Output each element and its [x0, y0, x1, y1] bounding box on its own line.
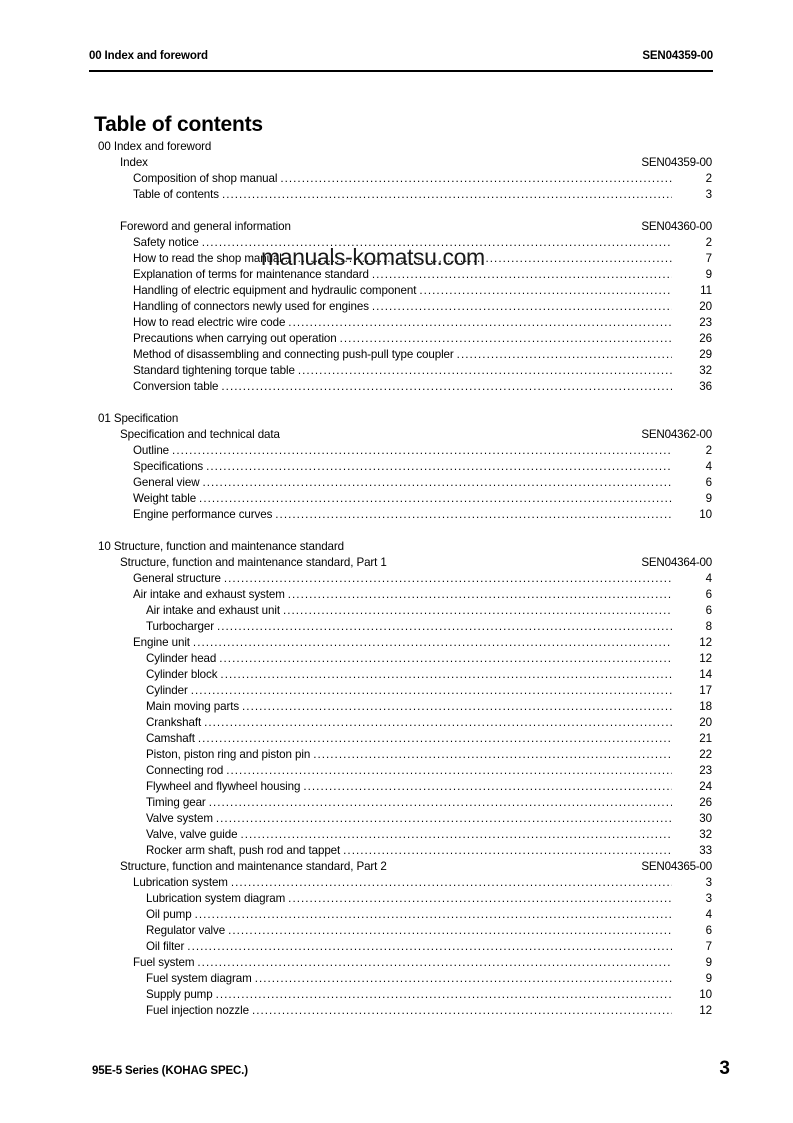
toc-dot-leader [275, 510, 672, 521]
toc-page-number: 4 [705, 572, 712, 585]
toc-page-number: 23 [699, 316, 712, 329]
toc-dot-leader [209, 798, 672, 809]
toc-page-number: 10 [699, 988, 712, 1001]
toc-dot-leader [216, 990, 672, 1001]
toc-spacer [0, 393, 793, 409]
toc-entry-row[interactable] [0, 569, 793, 585]
toc-document-code: SEN04364-00 [641, 556, 712, 569]
toc-dot-leader [222, 190, 672, 201]
toc-dot-leader [303, 782, 672, 793]
toc-entry-row[interactable] [0, 473, 793, 489]
toc-entry-label: Crankshaft [146, 716, 202, 729]
toc-entry-label: Specification and technical data [120, 428, 280, 441]
toc-dot-leader [240, 830, 672, 841]
toc-entry-label: Handling of electric equipment and hydraulic component [133, 284, 417, 297]
toc-dot-leader [191, 686, 672, 697]
toc-dot-leader [255, 974, 672, 985]
toc-document-code: SEN04362-00 [641, 428, 712, 441]
toc-entry-label: Air intake and exhaust unit [146, 604, 280, 617]
toc-entry-label: Camshaft [146, 732, 195, 745]
toc-entry-label: Foreword and general information [120, 220, 291, 233]
toc-dot-leader [221, 382, 672, 393]
toc-entry-label: How to read the shop manual [133, 252, 282, 265]
toc-page-number: 6 [705, 604, 712, 617]
toc-entry-label: Turbocharger [146, 620, 214, 633]
toc-entry-row[interactable] [0, 233, 793, 249]
toc-dot-leader [204, 718, 672, 729]
toc-document-row[interactable] [0, 857, 793, 873]
toc-entry-label: Specifications [133, 460, 204, 473]
toc-entry-row[interactable] [0, 921, 793, 937]
toc-entry-row[interactable] [0, 841, 793, 857]
toc-page-number: 30 [699, 812, 712, 825]
toc-page-number: 6 [705, 476, 712, 489]
toc-group-heading [0, 537, 793, 553]
toc-entry-label: Table of contents [133, 188, 219, 201]
toc-dot-leader [288, 590, 672, 601]
toc-entry-label: Piston, piston ring and piston pin [146, 748, 311, 761]
toc-dot-leader [172, 446, 672, 457]
toc-entry-label: Conversion table [133, 380, 219, 393]
toc-dot-leader [457, 350, 672, 361]
toc-dot-leader [288, 894, 672, 905]
header-document-code: SEN04359-00 [642, 50, 713, 62]
toc-entry-label: Composition of shop manual [133, 172, 278, 185]
toc-entry-label: Fuel system [133, 956, 195, 969]
toc-page-number: 3 [705, 188, 712, 201]
toc-page-number: 9 [705, 956, 712, 969]
toc-dot-leader [219, 654, 672, 665]
toc-entry-label: Regulator valve [146, 924, 226, 937]
toc-dot-leader [285, 254, 672, 265]
toc-document-row[interactable] [0, 153, 793, 169]
toc-dot-leader [202, 238, 672, 249]
toc-entry-row[interactable] [0, 617, 793, 633]
toc-document-code: SEN04365-00 [641, 860, 712, 873]
toc-entry-label: Method of disassembling and connecting push-pull type coupler [133, 348, 454, 361]
toc-page-number: 21 [699, 732, 712, 745]
toc-entry-label: Lubrication system diagram [146, 892, 286, 905]
toc-entry-label: Flywheel and flywheel housing [146, 780, 301, 793]
toc-dot-leader [252, 1006, 672, 1017]
toc-entry-label: Engine unit [133, 636, 190, 649]
toc-page-number: 2 [705, 444, 712, 457]
toc-entry-label: Index [120, 156, 148, 169]
toc-entry-row[interactable] [0, 713, 793, 729]
toc-entry-label: Fuel injection nozzle [146, 1004, 249, 1017]
toc-entry-label: Oil pump [146, 908, 192, 921]
toc-entry-label: General view [133, 476, 200, 489]
toc-dot-leader [206, 462, 672, 473]
toc-entry-row[interactable] [0, 729, 793, 745]
toc-group-heading [0, 137, 793, 153]
toc-dot-leader [372, 270, 672, 281]
toc-entry-label: 01 Specification [98, 412, 179, 425]
header-section-title: 00 Index and foreword [89, 50, 208, 62]
toc-entry-row[interactable] [0, 953, 793, 969]
toc-entry-label: Supply pump [146, 988, 213, 1001]
toc-page-number: 9 [705, 972, 712, 985]
toc-entry-label: Precautions when carrying out operation [133, 332, 337, 345]
toc-page-number: 36 [699, 380, 712, 393]
toc-dot-leader [193, 638, 672, 649]
toc-page-number: 6 [705, 924, 712, 937]
footer-model-label: 95E-5 Series (KOHAG SPEC.) [92, 1065, 248, 1077]
toc-entry-row[interactable] [0, 825, 793, 841]
toc-page-number: 20 [699, 716, 712, 729]
toc-page-number: 7 [705, 252, 712, 265]
toc-entry-row[interactable] [0, 681, 793, 697]
toc-page-number: 22 [699, 748, 712, 761]
toc-page-number: 11 [700, 284, 712, 297]
toc-entry-label: Connecting rod [146, 764, 224, 777]
toc-page-number: 32 [699, 364, 712, 377]
toc-page-number: 2 [705, 236, 712, 249]
toc-page-number: 3 [705, 892, 712, 905]
toc-entry-row[interactable] [0, 809, 793, 825]
toc-page-number: 4 [705, 908, 712, 921]
toc-entry-row[interactable] [0, 441, 793, 457]
toc-entry-label: Cylinder block [146, 668, 218, 681]
toc-entry-row[interactable] [0, 761, 793, 777]
toc-entry-label: Structure, function and maintenance standard, Part 1 [120, 556, 387, 569]
toc-entry-row[interactable] [0, 649, 793, 665]
toc-page-number: 12 [699, 1004, 712, 1017]
toc-entry-row[interactable] [0, 249, 793, 265]
toc-entry-row[interactable] [0, 889, 793, 905]
toc-entry-label: Handling of connectors newly used for engines [133, 300, 369, 313]
toc-entry-row[interactable] [0, 601, 793, 617]
toc-entry-row[interactable] [0, 185, 793, 201]
toc-page-number: 8 [705, 620, 712, 633]
page-title: Table of contents [94, 113, 263, 137]
toc-entry-label: Structure, function and maintenance standard, Part 2 [120, 860, 387, 873]
toc-page-number: 2 [705, 172, 712, 185]
toc-entry-label: 10 Structure, function and maintenance standard [98, 540, 345, 553]
toc-entry-row[interactable] [0, 793, 793, 809]
toc-entry-row[interactable] [0, 585, 793, 601]
toc-entry-row[interactable] [0, 297, 793, 313]
toc-page-number: 10 [699, 508, 712, 521]
toc-entry-row[interactable] [0, 265, 793, 281]
toc-entry-label: Oil filter [146, 940, 185, 953]
toc-document-row[interactable] [0, 425, 793, 441]
toc-entry-label: Cylinder head [146, 652, 217, 665]
toc-document-code: SEN04360-00 [641, 220, 712, 233]
toc-document-code: SEN04359-00 [641, 156, 712, 169]
toc-page-number: 14 [699, 668, 712, 681]
toc-dot-leader [372, 302, 672, 313]
toc-entry-row[interactable] [0, 489, 793, 505]
toc-page-number: 3 [705, 876, 712, 889]
toc-entry-row[interactable] [0, 313, 793, 329]
toc-entry-label: Timing gear [146, 796, 206, 809]
toc-entry-label: Standard tightening torque table [133, 364, 295, 377]
toc-entry-label: How to read electric wire code [133, 316, 286, 329]
toc-dot-leader [187, 942, 672, 953]
toc-entry-row[interactable] [0, 1001, 793, 1017]
toc-spacer [0, 521, 793, 537]
toc-group-heading [0, 409, 793, 425]
toc-entry-label: Air intake and exhaust system [133, 588, 285, 601]
toc-document-row[interactable] [0, 217, 793, 233]
toc-entry-row[interactable] [0, 905, 793, 921]
toc-entry-row[interactable] [0, 457, 793, 473]
toc-dot-leader [226, 766, 672, 777]
toc-dot-leader [217, 622, 672, 633]
toc-entry-row[interactable] [0, 937, 793, 953]
toc-page-number: 12 [699, 636, 712, 649]
toc-entry-row[interactable] [0, 377, 793, 393]
toc-entry-label: Cylinder [146, 684, 188, 697]
toc-dot-leader [288, 318, 672, 329]
table-of-contents [0, 137, 793, 1017]
toc-dot-leader [224, 574, 672, 585]
toc-page-number: 6 [705, 588, 712, 601]
toc-dot-leader [202, 478, 672, 489]
toc-entry-row[interactable] [0, 505, 793, 521]
toc-entry-label: Valve, valve guide [146, 828, 238, 841]
toc-page-number: 17 [699, 684, 712, 697]
toc-entry-label: Engine performance curves [133, 508, 273, 521]
toc-entry-row[interactable] [0, 873, 793, 889]
toc-document-row[interactable] [0, 553, 793, 569]
toc-entry-label: Fuel system diagram [146, 972, 252, 985]
toc-page-number: 29 [699, 348, 712, 361]
toc-entry-label: Safety notice [133, 236, 199, 249]
toc-dot-leader [283, 606, 672, 617]
footer-page-number: 3 [719, 1058, 730, 1079]
toc-entry-row[interactable] [0, 969, 793, 985]
toc-entry-row[interactable] [0, 281, 793, 297]
toc-dot-leader [231, 878, 672, 889]
watermark-text: manuals-komatsu.com [261, 244, 485, 270]
toc-dot-leader [242, 702, 672, 713]
toc-entry-row[interactable] [0, 169, 793, 185]
toc-dot-leader [197, 958, 672, 969]
toc-page-number: 24 [699, 780, 712, 793]
toc-page-number: 12 [699, 652, 712, 665]
toc-entry-row[interactable] [0, 745, 793, 761]
toc-entry-row[interactable] [0, 345, 793, 361]
toc-page-number: 4 [705, 460, 712, 473]
toc-page-number: 26 [699, 332, 712, 345]
toc-page-number: 20 [699, 300, 712, 313]
toc-dot-leader [343, 846, 672, 857]
toc-entry-label: Valve system [146, 812, 213, 825]
toc-page-number: 9 [705, 492, 712, 505]
toc-dot-leader [313, 750, 672, 761]
page-footer [92, 1058, 730, 1080]
toc-dot-leader [199, 494, 672, 505]
page-header [89, 50, 713, 62]
toc-page-number: 33 [699, 844, 712, 857]
toc-entry-label: 00 Index and foreword [98, 140, 212, 153]
toc-entry-row[interactable] [0, 633, 793, 649]
toc-dot-leader [280, 174, 672, 185]
toc-page-number: 23 [699, 764, 712, 777]
toc-dot-leader [228, 926, 672, 937]
toc-entry-row[interactable] [0, 361, 793, 377]
toc-entry-label: Rocker arm shaft, push rod and tappet [146, 844, 341, 857]
toc-page-number: 18 [699, 700, 712, 713]
toc-entry-row[interactable] [0, 777, 793, 793]
toc-entry-row[interactable] [0, 665, 793, 681]
toc-page-number: 32 [699, 828, 712, 841]
toc-dot-leader [419, 286, 672, 297]
toc-page-number: 9 [705, 268, 712, 281]
toc-entry-row[interactable] [0, 697, 793, 713]
header-divider-rule [89, 70, 713, 72]
toc-entry-label: General structure [133, 572, 221, 585]
toc-dot-leader [198, 734, 672, 745]
toc-page-number: 26 [699, 796, 712, 809]
toc-dot-leader [340, 334, 672, 345]
toc-entry-row[interactable] [0, 985, 793, 1001]
toc-entry-label: Weight table [133, 492, 197, 505]
toc-dot-leader [220, 670, 672, 681]
toc-page-number: 7 [705, 940, 712, 953]
toc-spacer [0, 201, 793, 217]
toc-dot-leader [195, 910, 672, 921]
toc-dot-leader [216, 814, 672, 825]
toc-entry-row[interactable] [0, 329, 793, 345]
toc-entry-label: Explanation of terms for maintenance standard [133, 268, 369, 281]
toc-dot-leader [298, 366, 672, 377]
toc-entry-label: Lubrication system [133, 876, 228, 889]
toc-entry-label: Outline [133, 444, 170, 457]
toc-entry-label: Main moving parts [146, 700, 240, 713]
